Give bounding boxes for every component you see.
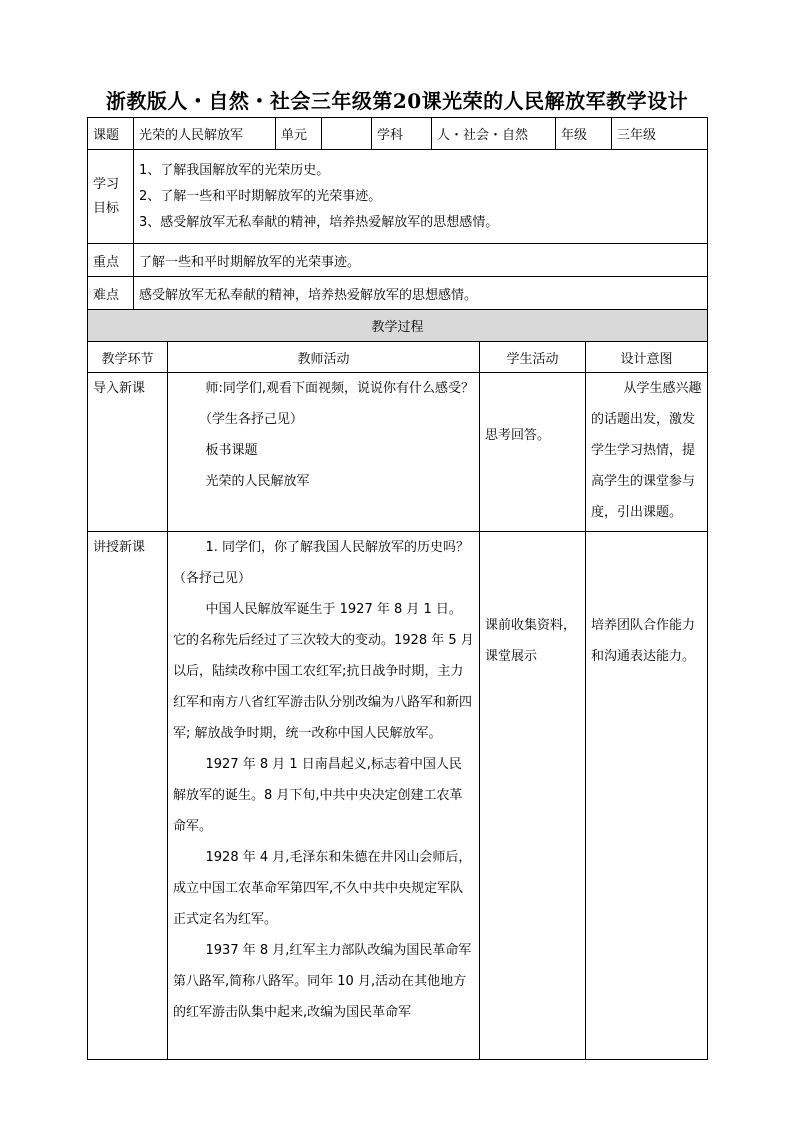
teacher-paragraph: 光荣的人民解放军	[205, 474, 310, 489]
new-student: 课前收集资料，课堂展示	[480, 532, 586, 1060]
subject-value: 人・社会・自然	[432, 118, 556, 150]
new-intent: 培养团队合作能力和沟通表达能力。	[586, 532, 708, 1060]
teacher-paragraph: 1937 年 8 月,红军主力部队改编为国民革命军第八路军,简称八路军。同年 10 月,活动在其他地方的红军游击队集中起来,改编为国民革命军	[173, 943, 472, 1020]
intro-student: 思考回答。	[480, 373, 586, 532]
subject-label: 学科	[372, 118, 432, 150]
topic-label: 课题	[88, 118, 134, 150]
goals-label: 学习目标	[88, 150, 134, 244]
teacher-paragraph: 1927 年 8 月 1 日南昌起义,标志着中国人民解放军的诞生。8 月下旬,中共中央决定创建工农革命军。	[173, 757, 463, 834]
teacher-paragraph: 板书课题	[205, 443, 258, 458]
goal-item: 3、感受解放军无私奉献的精神，培养热爱解放军的思想感情。	[139, 214, 499, 230]
key-label: 重点	[88, 244, 134, 277]
teacher-paragraph: 中国人民解放军诞生于 1927 年 8 月 1 日。它的名称先后经过了三次较大的变动。1928 年 5 月以后，陆续改称中国工农红军;抗日战争时期，主力红军和南方八省红军游击队分别改编为八路军和新四军; 解放战争时期，统一改称中国人民解放军。	[173, 602, 474, 741]
teacher-paragraph: 1. 同学们，你了解我国人民解放军的历史吗？ （各抒己见）	[173, 540, 470, 586]
goal-item: 2、了解一些和平时期解放军的光荣事迹。	[139, 188, 382, 204]
section-header-row	[88, 310, 708, 342]
grade-label: 年级	[556, 118, 612, 150]
document-title: 浙教版人・自然・社会三年级第20课光荣的人民解放军教学设计	[105, 89, 689, 113]
header-stage: 教学环节	[88, 342, 168, 373]
key-value: 了解一些和平时期解放军的光荣事迹。	[134, 244, 708, 277]
intro-intent: 从学生感兴趣的话题出发，激发学生学习热情，提高学生的课堂参与度，引出课题。	[586, 373, 708, 532]
new-stage: 讲授新课	[88, 532, 168, 1060]
difficulty-value: 感受解放军无私奉献的精神，培养热爱解放军的思想感情。	[134, 277, 708, 310]
teacher-paragraph: （学生各抒己见）	[199, 412, 304, 427]
new-lesson-row	[88, 532, 708, 1060]
goals-cell	[134, 150, 708, 244]
unit-value	[322, 118, 372, 150]
teaching-process-table	[87, 309, 708, 1060]
goals-row	[88, 150, 708, 244]
header-intent: 设计意图	[586, 342, 708, 373]
intro-stage: 导入新课	[88, 373, 168, 532]
teacher-paragraph: 1928 年 4 月,毛泽东和朱德在井冈山会师后，成立中国工农革命军第四军,不久中共中央规定军队正式定名为红军。	[173, 850, 472, 927]
grade-value: 三年级	[612, 118, 708, 150]
intro-teacher	[168, 373, 480, 532]
difficulty-label: 难点	[88, 277, 134, 310]
difficulty-row	[88, 277, 708, 310]
topic-row	[88, 118, 708, 150]
header-student: 学生活动	[480, 342, 586, 373]
intro-row	[88, 373, 708, 532]
teacher-paragraph: 师:同学们,观看下面视频，说说你有什么感受？	[205, 381, 475, 396]
topic-value: 光荣的人民解放军	[134, 118, 276, 150]
column-header-row	[88, 342, 708, 373]
header-teacher: 教师活动	[168, 342, 480, 373]
goal-item: 1、了解我国解放军的光荣历史。	[139, 162, 330, 178]
section-title: 教学过程	[88, 310, 708, 342]
lesson-info-table	[87, 117, 708, 310]
key-row	[88, 244, 708, 277]
unit-label: 单元	[276, 118, 322, 150]
new-teacher	[168, 532, 480, 1060]
